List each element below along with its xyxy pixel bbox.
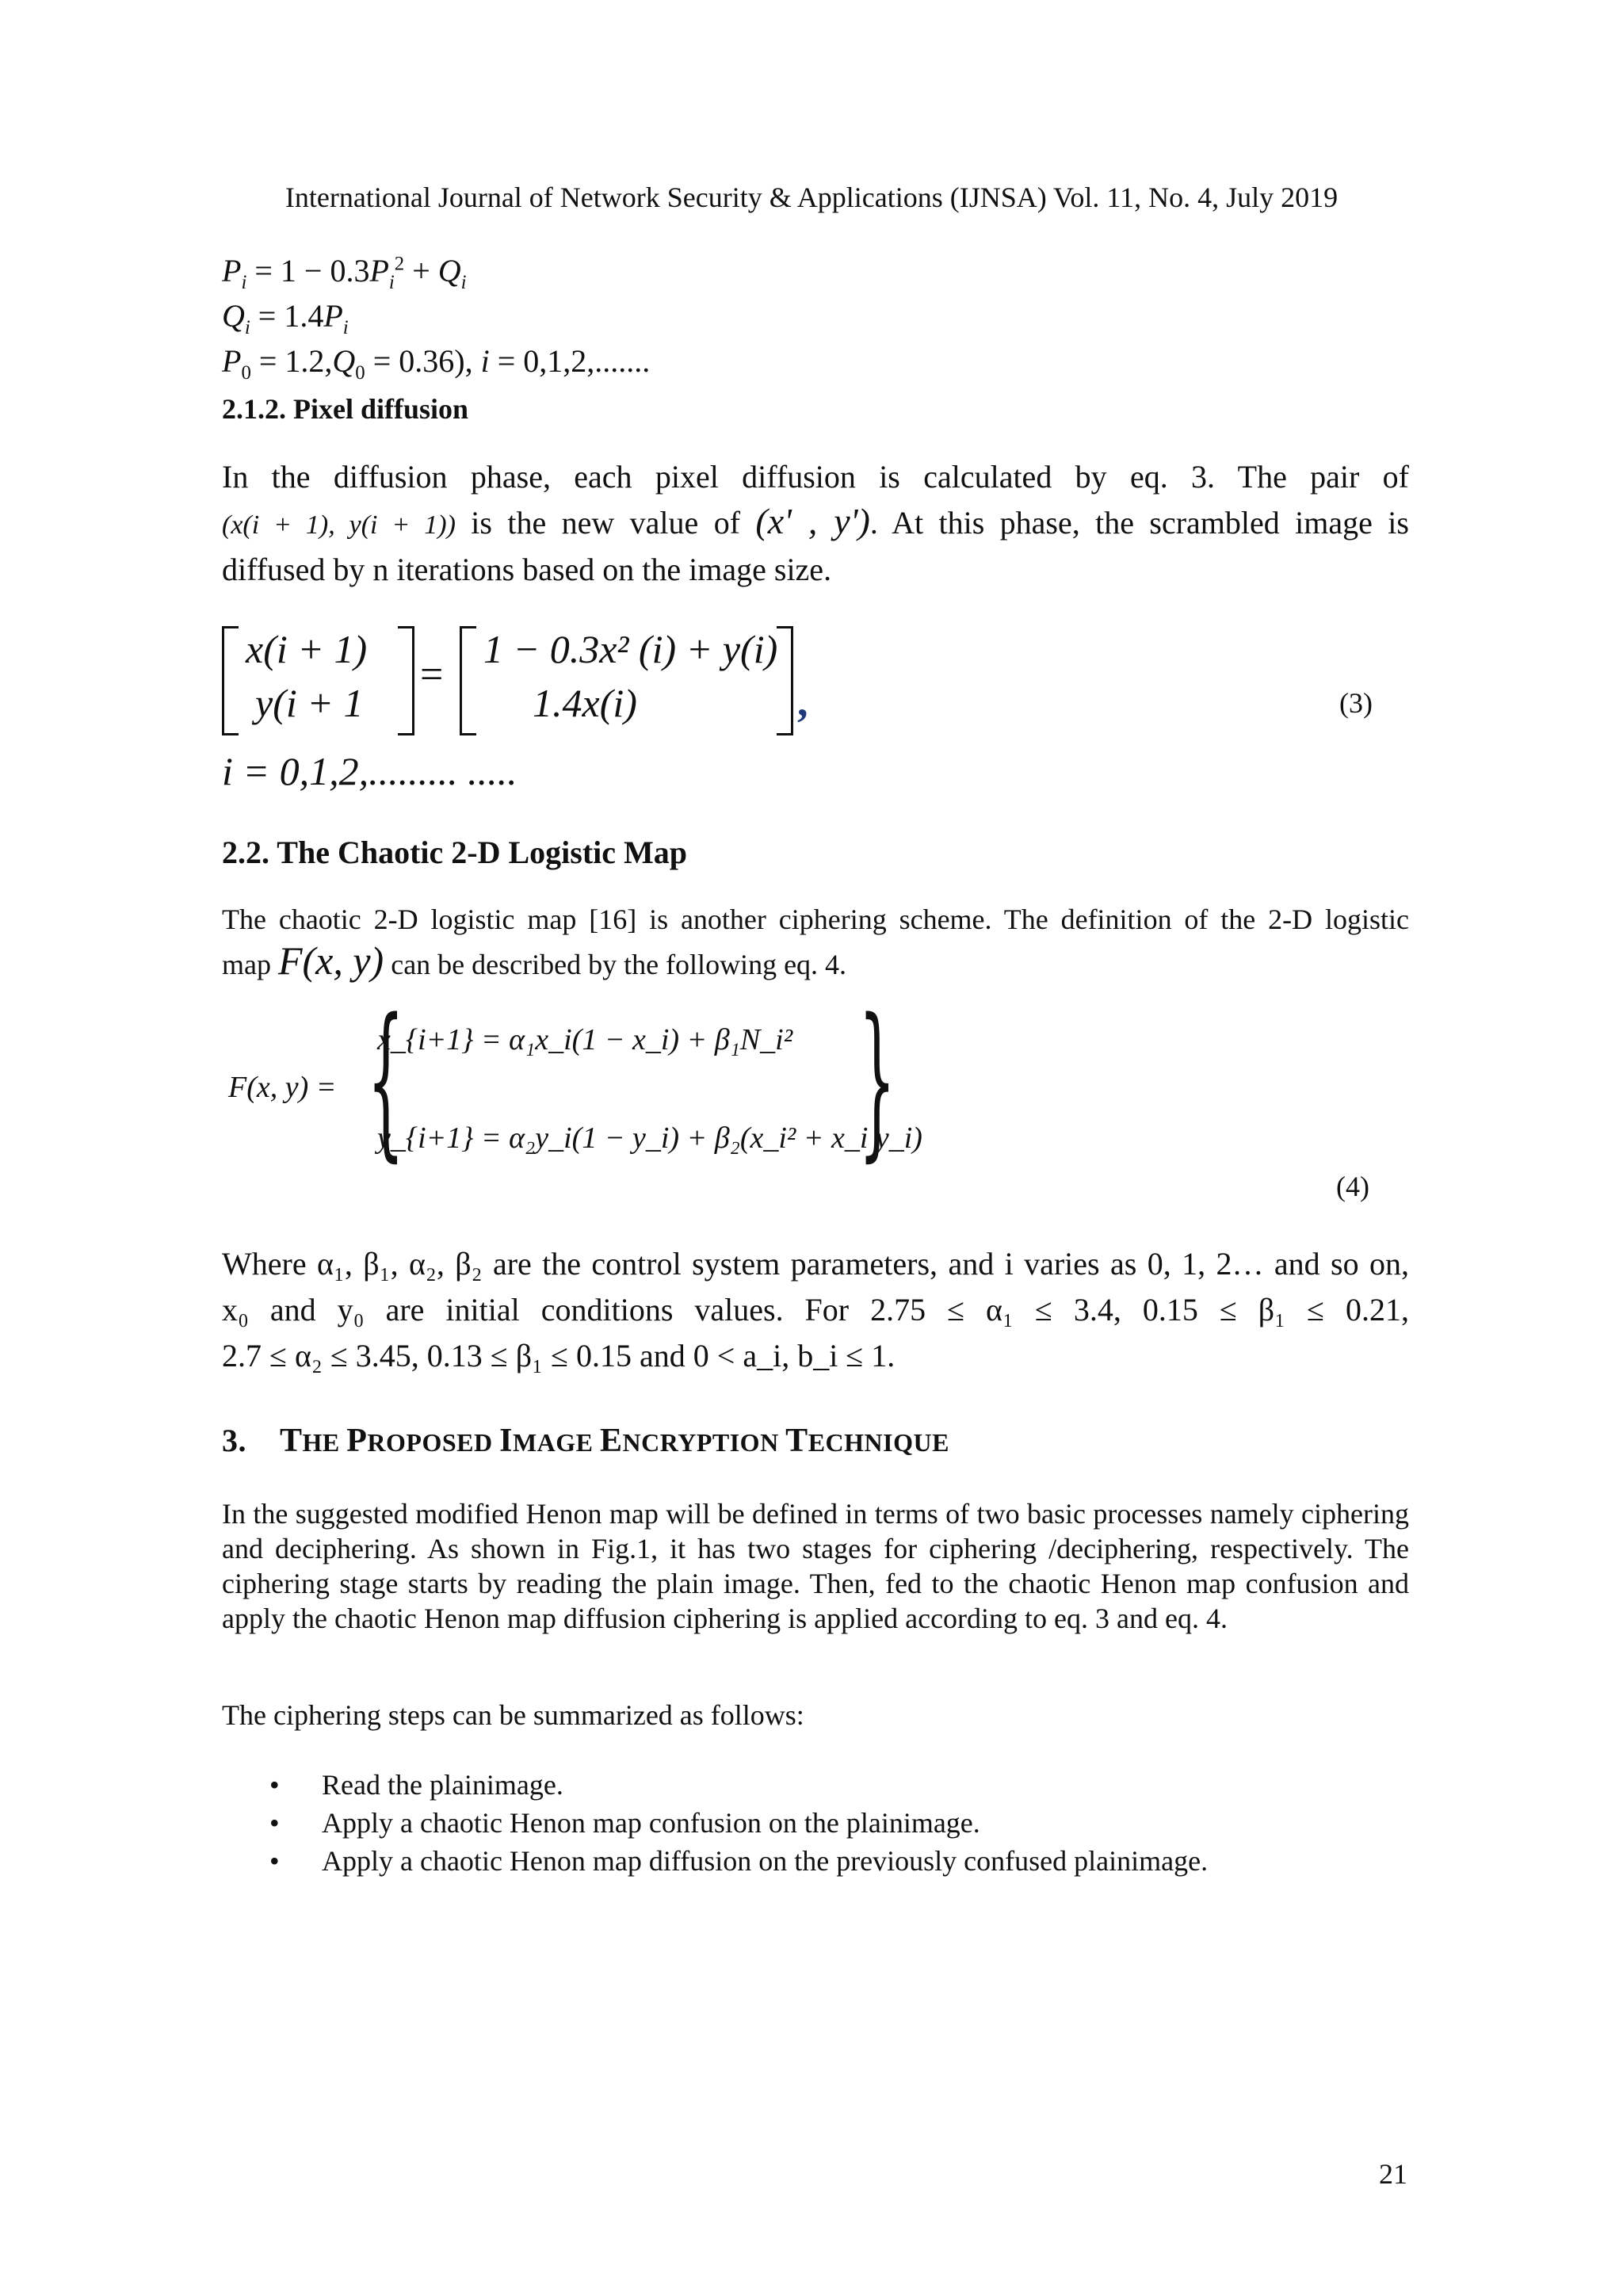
equation-3-matrix	[222, 626, 808, 737]
equation-init: $P_0 = 1.2,Q_0 = 0.36$), i = 0,1,2,.......	[222, 343, 651, 384]
brace-right: }	[858, 983, 896, 1177]
paragraph-line: In the diffusion phase, each pixel diffusion is calculated by eq. 3. The pair of	[222, 459, 1409, 495]
paragraph-diffusion	[222, 455, 1409, 592]
equation-q: $Q_i = 1.4P_i$	[222, 298, 349, 338]
equation-4-lhs: F(x, y) =	[228, 1071, 337, 1104]
section-heading-pixel-diffusion: 2.1.2. Pixel diffusion	[222, 393, 469, 425]
heading-smallcaps: MAGE	[512, 1428, 600, 1457]
heading-smallcaps: ROPOSED	[367, 1428, 500, 1457]
inline-math: (x' , y')	[755, 501, 870, 541]
matrix-rhs-bottom: 1.4x(i)	[533, 681, 637, 725]
paragraph-steps-intro: The ciphering steps can be summarized as follows:	[222, 1699, 804, 1731]
bracket-left	[222, 626, 239, 735]
list-item: • Read the plainimage.	[269, 1766, 1208, 1804]
paragraph-proposed: In the suggested modified Henon map will be defined in terms of two basic processes namely ciphering and deciphering. As shown in Fig.1, it has two stages for ciphering /deciphering, respectively. The ciphering stage starts by reading the plain image. Then, fed to the chaotic Henon map confusion and apply the chaotic Henon map diffusion ciphering is applied according to eq. 3 and eq. 4.	[222, 1498, 1409, 1634]
equation-4-row-1: x_{i+1} = α₁x_i(1 − x_i) + β₁N_i²	[377, 1023, 793, 1056]
section-heading-logistic-map: 2.2. The Chaotic 2-D Logistic Map	[222, 835, 688, 870]
section-number: 3.	[222, 1423, 246, 1458]
paragraph-line: 2.7 ≤ α₂ ≤ 3.45, 0.13 ≤ β₁ ≤ 0.15 and 0 < a_i, b_i ≤ 1.	[222, 1338, 896, 1373]
equation-p: $P_i = 1 - 0.3P_i^2 + Q_i$	[222, 253, 467, 293]
bracket-left	[460, 626, 476, 735]
paragraph-line: diffused by n iterations based on the image size.	[222, 552, 832, 587]
text-span: is the new value of	[455, 505, 756, 541]
equals-sign: =	[420, 652, 444, 697]
paragraph-line	[222, 940, 1409, 985]
text-span: map	[222, 949, 278, 980]
paragraph-parameters	[222, 1241, 1409, 1379]
heading-letter: I	[499, 1423, 513, 1459]
matrix-rhs-top: 1 − 0.3x² (i) + y(i)	[483, 627, 778, 671]
list-item: • Apply a chaotic Henon map diffusion on the previously confused plainimage.	[269, 1842, 1208, 1880]
equation-comma: ,	[797, 678, 808, 725]
matrix-lhs-top: x(i + 1)	[246, 627, 368, 671]
heading-letter: E	[600, 1423, 623, 1459]
running-header: International Journal of Network Security & Applications (IJNSA) Vol. 11, No. 4, July 2019	[285, 181, 1338, 213]
inline-math: (x(i + 1), y(i + 1))	[222, 510, 456, 540]
heading-smallcaps: NCRYPTION	[622, 1428, 786, 1457]
ciphering-steps-list	[269, 1766, 1208, 1880]
equation-4-row-2: y_{i+1} = α₂y_i(1 − y_i) + β₂(x_i² + x_i y_i)	[377, 1121, 922, 1155]
bracket-right	[777, 626, 793, 735]
section-heading-proposed-technique	[222, 1422, 949, 1460]
matrix-lhs-bottom: y(i + 1	[255, 681, 364, 725]
text-span: can be described by the following eq. 4.	[384, 949, 847, 980]
paragraph-line	[222, 499, 1409, 548]
heading-smallcaps: HE	[302, 1428, 347, 1457]
equation-3-index: i = 0,1,2,......... .....	[222, 749, 517, 793]
equation-number-3: (3)	[1339, 687, 1373, 719]
brace-left: {	[367, 983, 405, 1177]
heading-letter: T	[280, 1423, 303, 1459]
heading-letter: P	[346, 1423, 368, 1459]
paragraph-logistic	[222, 899, 1409, 985]
heading-smallcaps: ECHNIQUE	[808, 1428, 949, 1457]
inline-math: F(x, y)	[277, 938, 384, 983]
bracket-right	[398, 626, 414, 735]
paragraph-line: x₀ and y₀ are initial conditions values. For 2.75 ≤ α₁ ≤ 3.4, 0.15 ≤ β₁ ≤ 0.21,	[222, 1292, 1409, 1328]
heading-letter: T	[785, 1423, 808, 1459]
equation-number-4: (4)	[1336, 1171, 1369, 1202]
paragraph-line: Where α₁, β₁, α₂, β₂ are the control system parameters, and i varies as 0, 1, 2… and so on,	[222, 1246, 1409, 1282]
page-number: 21	[1379, 2158, 1407, 2190]
paragraph-line: The chaotic 2-D logistic map [16] is another ciphering scheme. The definition of the 2-D logistic	[222, 904, 1409, 935]
text-span: . At this phase, the scrambled image is	[869, 505, 1409, 541]
list-item: • Apply a chaotic Henon map confusion on the plainimage.	[269, 1804, 1208, 1842]
